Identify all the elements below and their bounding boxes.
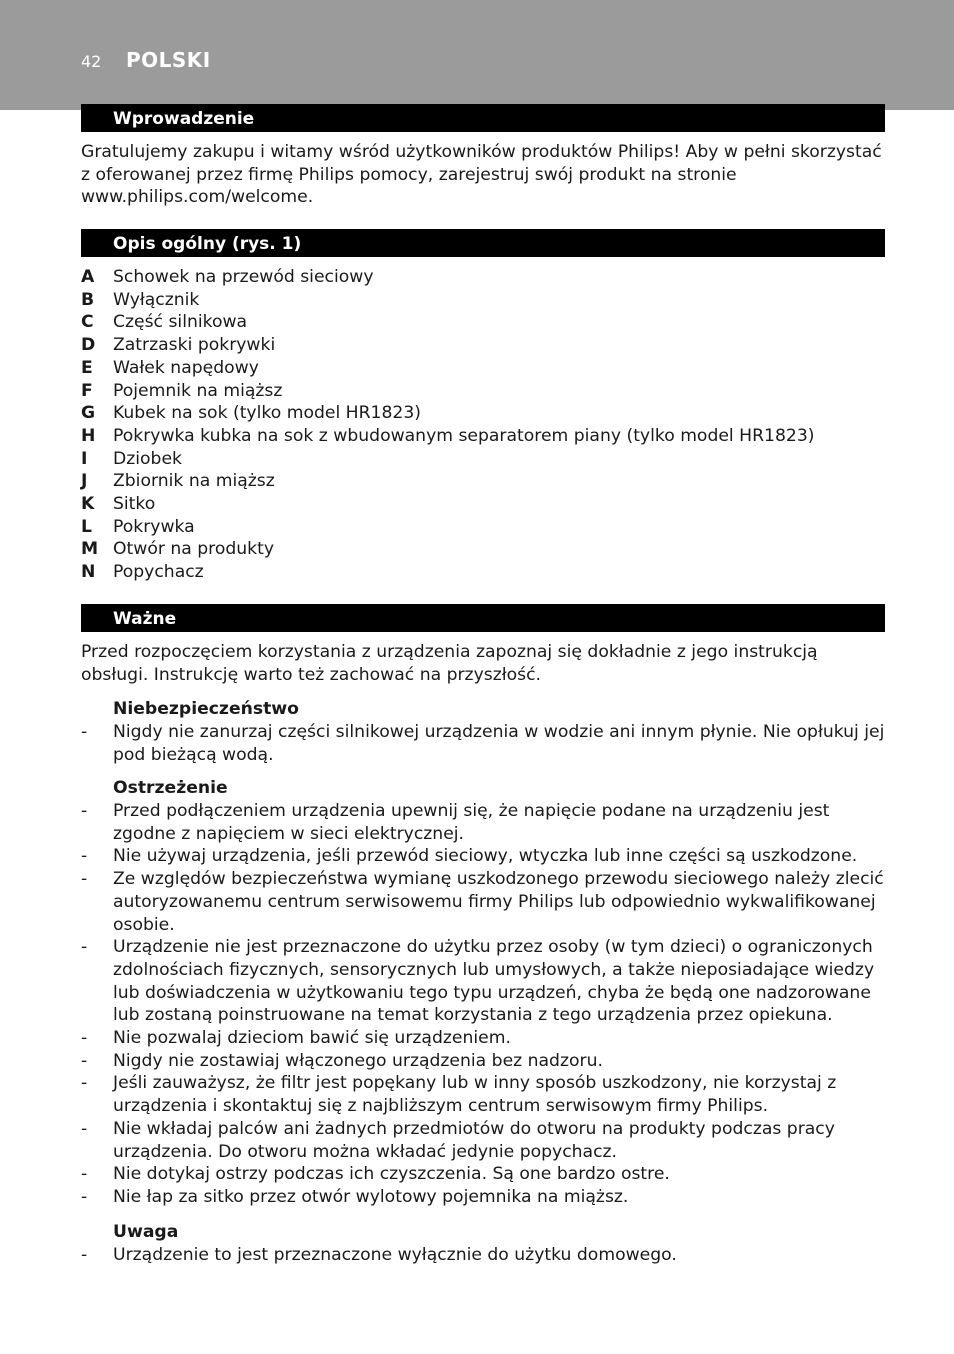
warning-item	[81, 868, 885, 936]
danger-list	[81, 721, 885, 766]
warning-item-text: Nie używaj urządzenia, jeśli przewód sieciowy, wtyczka lub inne części są uszkodzone.	[113, 846, 858, 867]
warning-heading: Ostrzeżenie	[113, 778, 228, 798]
dash-marker: -	[81, 1164, 88, 1185]
overview-item	[81, 425, 885, 448]
warning-item-text: Nie dotykaj ostrzy podczas ich czyszczenia. Są one bardzo ostre.	[113, 1164, 670, 1185]
overview-item	[81, 289, 885, 312]
warning-item-text: Nie łap za sitko przez otwór wylotowy pojemnika na miąższ.	[113, 1186, 629, 1207]
dash-marker: -	[81, 1050, 88, 1071]
overview-item-text: Kubek na sok (tylko model HR1823)	[113, 403, 421, 424]
dash-marker: -	[81, 869, 88, 890]
section-heading-intro: Wprowadzenie	[81, 104, 885, 132]
caution-item	[81, 1244, 885, 1267]
danger-item-text: Nigdy nie zanurzaj części silnikowej urządzenia w wodzie ani innym płynie. Nie opłukuj jej pod bieżącą wodą.	[113, 722, 885, 765]
dash-marker: -	[81, 937, 88, 958]
overview-item	[81, 266, 885, 289]
overview-item-text: Część silnikowa	[113, 312, 248, 333]
overview-item-letter: K	[81, 494, 95, 515]
overview-item-letter: H	[81, 425, 96, 446]
warning-item-text: Nie pozwalaj dzieciom bawić się urządzeniem.	[113, 1028, 511, 1049]
warning-item	[81, 1163, 885, 1186]
dash-marker: -	[81, 1073, 88, 1094]
overview-item-text: Popychacz	[113, 562, 204, 583]
warning-item-text: Jeśli zauważysz, że filtr jest popękany lub w inny sposób uszkodzony, nie korzystaj z urządzenia i skontaktuj się z najbliższym centrum serwisowym firmy Philips.	[113, 1073, 837, 1117]
dash-marker: -	[81, 722, 88, 742]
language-title: POLSKI	[126, 48, 211, 72]
overview-item-text: Pokrywka kubka na sok z wbudowanym separatorem piany (tylko model HR1823)	[113, 425, 815, 446]
warning-item-text: Urządzenie nie jest przeznaczone do użytku przez osoby (w tym dzieci) o ograniczonych zdolnościach fizycznych, sensorycznych lub umysłowych, a także nieposiadające wiedzy lub doświadczenia w użytkowaniu tego typu urządzeń, chyba że będą one nadzorowane lub zostaną poinstruowane na temat korzystania z tego urządzenia przez opiekuna.	[113, 937, 875, 1026]
dash-marker: -	[81, 801, 88, 821]
warning-item-text: Nigdy nie zostawiaj włączonego urządzenia bez nadzoru.	[113, 1050, 603, 1071]
overview-item	[81, 538, 885, 561]
overview-item-text: Wyłącznik	[113, 289, 200, 310]
overview-item-text: Schowek na przewód sieciowy	[113, 267, 374, 287]
overview-item-text: Pojemnik na miąższ	[113, 380, 283, 401]
dash-marker: -	[81, 1186, 88, 1207]
overview-item	[81, 470, 885, 493]
overview-item	[81, 380, 885, 403]
warning-item-text: Ze względów bezpieczeństwa wymianę uszkodzonego przewodu sieciowego należy zlecić autoryzowanemu centrum serwisowemu firmy Philips lub odpowiednio wykwalifikowanej osobie.	[113, 869, 884, 935]
warning-item-text: Nie wkładaj palców ani żadnych przedmiotów do otworu na produkty podczas pracy urządzenia. Do otworu można wkładać jedynie popychacz.	[113, 1118, 835, 1162]
overview-item-letter: F	[81, 380, 93, 401]
warning-list	[81, 800, 885, 1209]
warning-item	[81, 936, 885, 1027]
overview-list	[81, 266, 885, 584]
overview-item-letter: G	[81, 403, 96, 424]
overview-item-text: Dziobek	[113, 448, 182, 469]
caution-heading: Uwaga	[113, 1222, 179, 1242]
overview-item-text: Sitko	[113, 494, 156, 515]
overview-item-text: Otwór na produkty	[113, 539, 275, 560]
warning-item	[81, 1050, 885, 1073]
warning-item	[81, 1072, 885, 1117]
overview-item-text: Wałek napędowy	[113, 357, 259, 378]
section-heading-overview: Opis ogólny (rys. 1)	[81, 229, 885, 257]
overview-item-letter: L	[81, 516, 92, 537]
overview-item-letter: N	[81, 562, 96, 583]
caution-item-text: Urządzenie to jest przeznaczone wyłącznie do użytku domowego.	[113, 1245, 677, 1265]
overview-item-letter: B	[81, 289, 95, 310]
page-header-bar	[0, 0, 954, 110]
overview-item-letter: J	[81, 471, 88, 492]
page-number: 42	[81, 52, 102, 71]
overview-item-letter: M	[81, 539, 99, 560]
dash-marker: -	[81, 1028, 88, 1049]
warning-item-text: Przed podłączeniem urządzenia upewnij się, że napięcie podane na urządzeniu jest zgodne z napięciem w sieci elektrycznej.	[113, 801, 830, 844]
overview-item	[81, 561, 885, 584]
overview-item-letter: C	[81, 312, 94, 333]
danger-heading: Niebezpieczeństwo	[113, 699, 299, 719]
overview-item	[81, 516, 885, 539]
overview-item-text: Pokrywka	[113, 516, 195, 537]
overview-item-letter: A	[81, 267, 95, 287]
overview-item-text: Zbiornik na miąższ	[113, 471, 275, 492]
dash-marker: -	[81, 846, 88, 867]
dash-marker: -	[81, 1245, 88, 1265]
warning-item	[81, 1118, 885, 1163]
overview-item-letter: D	[81, 335, 96, 356]
danger-item	[81, 721, 885, 766]
overview-item	[81, 357, 885, 380]
warning-item	[81, 845, 885, 868]
overview-item	[81, 311, 885, 334]
section-heading-important: Ważne	[81, 604, 885, 632]
overview-item-letter: I	[81, 448, 88, 469]
overview-item-text: Zatrzaski pokrywki	[113, 335, 276, 356]
overview-item	[81, 402, 885, 425]
overview-item	[81, 448, 885, 471]
overview-item	[81, 334, 885, 357]
warning-item	[81, 800, 885, 845]
intro-paragraph: Gratulujemy zakupu i witamy wśród użytkowników produktów Philips! Aby w pełni skorzystać z oferowanej przez firmę Philips pomocy, zarejestruj swój produkt na stronie www.philips.com/welcome.	[81, 142, 882, 208]
important-paragraph: Przed rozpoczęciem korzystania z urządzenia zapoznaj się dokładnie z jego instrukcją obsługi. Instrukcję warto też zachować na przyszłość.	[81, 642, 818, 685]
overview-item-letter: E	[81, 357, 93, 378]
dash-marker: -	[81, 1118, 88, 1139]
caution-list	[81, 1244, 885, 1267]
warning-item	[81, 1186, 885, 1209]
warning-item	[81, 1027, 885, 1050]
overview-item	[81, 493, 885, 516]
